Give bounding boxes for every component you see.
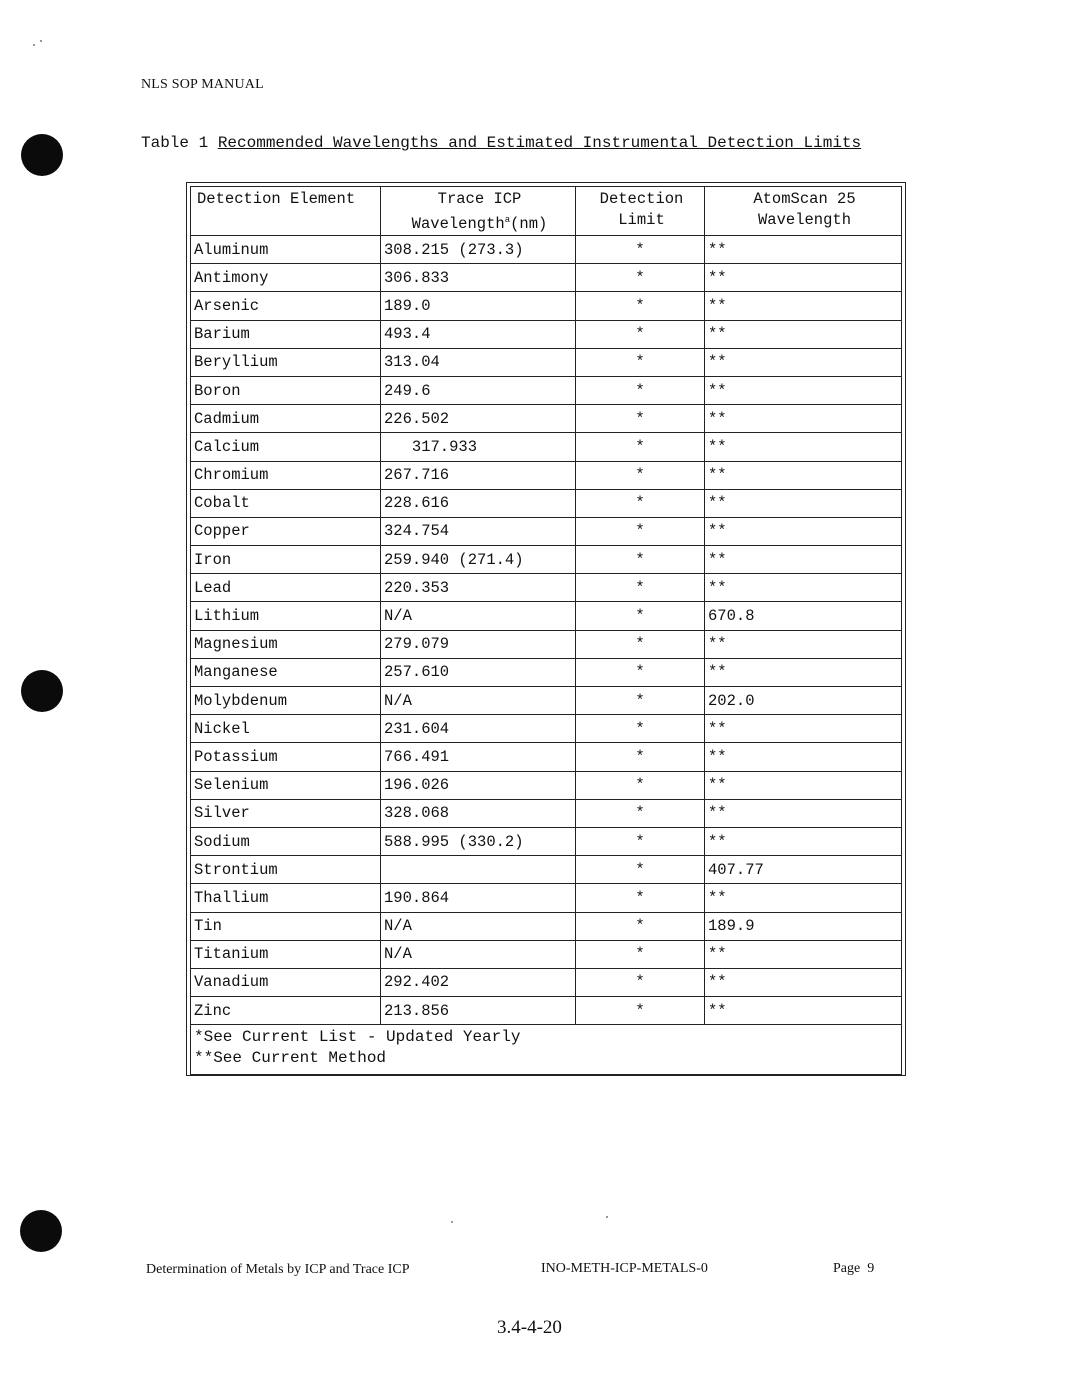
- cell-atomscan-wavelength: **: [705, 264, 902, 292]
- cell-element: Silver: [191, 799, 381, 827]
- cell-detection-limit: *: [576, 517, 705, 545]
- table-notes: *See Current List - Updated Yearly **See Current Method: [191, 1025, 902, 1075]
- table-row: [191, 546, 902, 574]
- cell-trace-wavelength: 190.864: [381, 884, 576, 912]
- cell-detection-limit: *: [576, 715, 705, 743]
- cell-detection-limit: *: [576, 376, 705, 404]
- cell-element: Nickel: [191, 715, 381, 743]
- cell-atomscan-wavelength: **: [705, 743, 902, 771]
- scan-speck: [451, 1221, 453, 1223]
- cell-atomscan-wavelength: **: [705, 292, 902, 320]
- notes-row: [191, 1025, 902, 1075]
- cell-trace-wavelength: 231.604: [381, 715, 576, 743]
- cell-detection-limit: *: [576, 940, 705, 968]
- cell-element: Cobalt: [191, 489, 381, 517]
- cell-trace-wavelength: 196.026: [381, 771, 576, 799]
- cell-detection-limit: *: [576, 827, 705, 855]
- cell-detection-limit: *: [576, 687, 705, 715]
- cell-detection-limit: *: [576, 320, 705, 348]
- table-row: [191, 968, 902, 996]
- cell-element: Potassium: [191, 743, 381, 771]
- punch-hole: [21, 670, 63, 712]
- cell-atomscan-wavelength: **: [705, 658, 902, 686]
- table-row: [191, 602, 902, 630]
- cell-atomscan-wavelength: **: [705, 236, 902, 264]
- header-element: Detection Element: [191, 187, 381, 236]
- page-code: 3.4-4-20: [497, 1317, 562, 1338]
- table-row: [191, 771, 902, 799]
- cell-trace-wavelength: 257.610: [381, 658, 576, 686]
- footer-page-number: Page 9: [833, 1261, 875, 1276]
- table-row: [191, 574, 902, 602]
- cell-element: Iron: [191, 546, 381, 574]
- header-detection-limit: Detection Limit: [576, 187, 705, 236]
- cell-trace-wavelength: 324.754: [381, 517, 576, 545]
- cell-detection-limit: *: [576, 602, 705, 630]
- cell-atomscan-wavelength: **: [705, 574, 902, 602]
- table-row: [191, 405, 902, 433]
- cell-trace-wavelength: N/A: [381, 602, 576, 630]
- cell-element: Manganese: [191, 658, 381, 686]
- cell-detection-limit: *: [576, 884, 705, 912]
- cell-detection-limit: *: [576, 489, 705, 517]
- cell-atomscan-wavelength: **: [705, 489, 902, 517]
- scan-speck: [33, 44, 35, 46]
- cell-trace-wavelength: 259.940 (271.4): [381, 546, 576, 574]
- cell-detection-limit: *: [576, 461, 705, 489]
- cell-trace-wavelength: 189.0: [381, 292, 576, 320]
- cell-trace-wavelength: 279.079: [381, 630, 576, 658]
- cell-trace-wavelength: 766.491: [381, 743, 576, 771]
- cell-element: Boron: [191, 376, 381, 404]
- cell-element: Copper: [191, 517, 381, 545]
- scan-speck: [40, 40, 42, 42]
- cell-trace-wavelength: N/A: [381, 687, 576, 715]
- cell-trace-wavelength: N/A: [381, 912, 576, 940]
- table-row: [191, 489, 902, 517]
- table-row: [191, 743, 902, 771]
- punch-hole: [21, 134, 63, 176]
- table-row: [191, 264, 902, 292]
- header-row: [191, 187, 902, 236]
- cell-atomscan-wavelength: **: [705, 715, 902, 743]
- cell-detection-limit: *: [576, 348, 705, 376]
- caption-title: Recommended Wavelengths and Estimated Instrumental Detection Limits: [217, 134, 862, 152]
- table-row: [191, 348, 902, 376]
- table-row: [191, 912, 902, 940]
- caption-label: Table 1: [141, 134, 218, 152]
- cell-element: Titanium: [191, 940, 381, 968]
- cell-detection-limit: *: [576, 743, 705, 771]
- cell-trace-wavelength: 317.933: [381, 433, 576, 461]
- cell-detection-limit: *: [576, 997, 705, 1025]
- cell-detection-limit: *: [576, 658, 705, 686]
- footer-method-id: INO-METH-ICP-METALS-0: [541, 1261, 708, 1276]
- table-row: [191, 658, 902, 686]
- cell-trace-wavelength: [381, 856, 576, 884]
- scan-speck: [606, 1216, 608, 1218]
- cell-atomscan-wavelength: **: [705, 348, 902, 376]
- table-row: [191, 461, 902, 489]
- wavelength-table: [190, 186, 902, 1075]
- cell-atomscan-wavelength: **: [705, 461, 902, 489]
- manual-header: NLS SOP MANUAL: [141, 77, 264, 92]
- cell-atomscan-wavelength: **: [705, 320, 902, 348]
- cell-element: Chromium: [191, 461, 381, 489]
- cell-trace-wavelength: 306.833: [381, 264, 576, 292]
- cell-trace-wavelength: N/A: [381, 940, 576, 968]
- table-row: [191, 236, 902, 264]
- table-row: [191, 320, 902, 348]
- cell-trace-wavelength: 226.502: [381, 405, 576, 433]
- cell-element: Cadmium: [191, 405, 381, 433]
- cell-element: Vanadium: [191, 968, 381, 996]
- table-row: [191, 799, 902, 827]
- cell-atomscan-wavelength: **: [705, 517, 902, 545]
- cell-atomscan-wavelength: 407.77: [705, 856, 902, 884]
- cell-atomscan-wavelength: **: [705, 376, 902, 404]
- cell-atomscan-wavelength: **: [705, 405, 902, 433]
- cell-detection-limit: *: [576, 264, 705, 292]
- cell-atomscan-wavelength: 202.0: [705, 687, 902, 715]
- cell-element: Selenium: [191, 771, 381, 799]
- cell-trace-wavelength: 292.402: [381, 968, 576, 996]
- table-row: [191, 433, 902, 461]
- cell-element: Barium: [191, 320, 381, 348]
- cell-atomscan-wavelength: **: [705, 968, 902, 996]
- table-row: [191, 517, 902, 545]
- table-row: [191, 687, 902, 715]
- cell-element: Sodium: [191, 827, 381, 855]
- cell-detection-limit: *: [576, 433, 705, 461]
- cell-trace-wavelength: 228.616: [381, 489, 576, 517]
- cell-atomscan-wavelength: **: [705, 546, 902, 574]
- cell-trace-wavelength: 328.068: [381, 799, 576, 827]
- cell-element: Lithium: [191, 602, 381, 630]
- wavelength-table-frame: [186, 182, 906, 1076]
- cell-trace-wavelength: 308.215 (273.3): [381, 236, 576, 264]
- cell-detection-limit: *: [576, 771, 705, 799]
- table-row: [191, 884, 902, 912]
- table-caption: [141, 134, 861, 152]
- cell-atomscan-wavelength: **: [705, 433, 902, 461]
- header-atomscan: AtomScan 25 Wavelength: [705, 187, 902, 236]
- cell-trace-wavelength: 313.04: [381, 348, 576, 376]
- table-body: [191, 236, 902, 1025]
- cell-detection-limit: *: [576, 630, 705, 658]
- cell-detection-limit: *: [576, 546, 705, 574]
- cell-trace-wavelength: 588.995 (330.2): [381, 827, 576, 855]
- table-row: [191, 292, 902, 320]
- table-row: [191, 997, 902, 1025]
- cell-detection-limit: *: [576, 968, 705, 996]
- cell-element: Calcium: [191, 433, 381, 461]
- cell-atomscan-wavelength: **: [705, 799, 902, 827]
- cell-detection-limit: *: [576, 405, 705, 433]
- cell-atomscan-wavelength: **: [705, 884, 902, 912]
- table-row: [191, 715, 902, 743]
- cell-detection-limit: *: [576, 856, 705, 884]
- cell-atomscan-wavelength: **: [705, 940, 902, 968]
- cell-atomscan-wavelength: **: [705, 997, 902, 1025]
- cell-atomscan-wavelength: **: [705, 630, 902, 658]
- cell-detection-limit: *: [576, 292, 705, 320]
- cell-element: Beryllium: [191, 348, 381, 376]
- cell-element: Arsenic: [191, 292, 381, 320]
- cell-atomscan-wavelength: **: [705, 771, 902, 799]
- cell-detection-limit: *: [576, 574, 705, 602]
- cell-trace-wavelength: 213.856: [381, 997, 576, 1025]
- table-row: [191, 376, 902, 404]
- cell-atomscan-wavelength: 670.8: [705, 602, 902, 630]
- punch-hole: [20, 1210, 62, 1252]
- footer-title: Determination of Metals by ICP and Trace ICP: [146, 1262, 410, 1277]
- table-row: [191, 856, 902, 884]
- table-row: [191, 630, 902, 658]
- cell-trace-wavelength: 249.6: [381, 376, 576, 404]
- cell-element: Zinc: [191, 997, 381, 1025]
- cell-atomscan-wavelength: **: [705, 827, 902, 855]
- cell-element: Tin: [191, 912, 381, 940]
- cell-element: Lead: [191, 574, 381, 602]
- cell-trace-wavelength: 220.353: [381, 574, 576, 602]
- cell-trace-wavelength: 267.716: [381, 461, 576, 489]
- table-row: [191, 827, 902, 855]
- cell-element: Aluminum: [191, 236, 381, 264]
- cell-detection-limit: *: [576, 799, 705, 827]
- cell-trace-wavelength: 493.4: [381, 320, 576, 348]
- cell-detection-limit: *: [576, 236, 705, 264]
- cell-element: Magnesium: [191, 630, 381, 658]
- cell-element: Thallium: [191, 884, 381, 912]
- cell-detection-limit: *: [576, 912, 705, 940]
- table-row: [191, 940, 902, 968]
- cell-element: Antimony: [191, 264, 381, 292]
- cell-element: Strontium: [191, 856, 381, 884]
- cell-atomscan-wavelength: 189.9: [705, 912, 902, 940]
- cell-element: Molybdenum: [191, 687, 381, 715]
- header-trace-icp: Trace ICP Wavelength$^a$(nm): [381, 187, 576, 236]
